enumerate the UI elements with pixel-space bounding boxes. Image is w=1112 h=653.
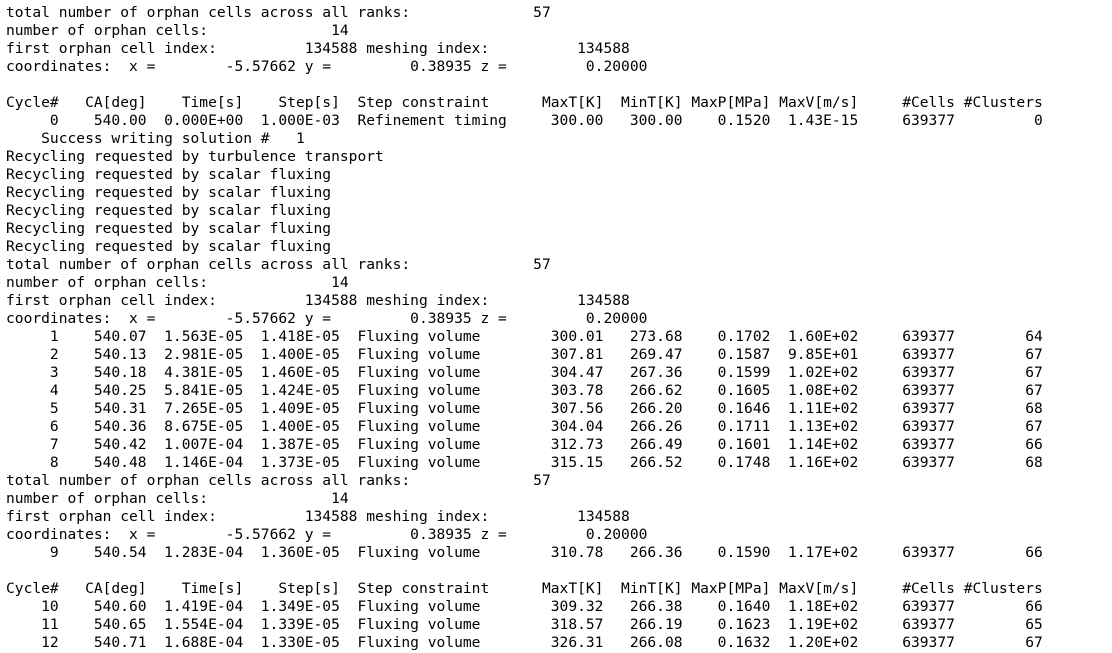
recycling-line: Recycling requested by scalar fluxing [6,238,332,255]
recycling-line: Recycling requested by turbulence transport [6,148,384,165]
blank-line [6,76,1043,94]
recycling-line: Recycling requested by scalar fluxing [6,220,332,237]
recycling-line: Recycling requested by scalar fluxing [6,202,332,219]
cycle-row: 11 540.65 1.554E-04 1.339E-05 Fluxing volume 318.57 266.19 0.1623 1.19E+02 639377 65 [6,616,1043,633]
orphan-total-line: total number of orphan cells across all ranks: 57 [6,256,551,273]
recycling-line: Recycling requested by scalar fluxing [6,184,332,201]
recycling-line: Recycling requested by scalar fluxing [6,166,332,183]
cycle-row: 7 540.42 1.007E-04 1.387E-05 Fluxing volume 312.73 266.49 0.1601 1.14E+02 639377 66 [6,436,1043,453]
cycle-row: 4 540.25 5.841E-05 1.424E-05 Fluxing volume 303.78 266.62 0.1605 1.08E+02 639377 67 [6,382,1043,399]
orphan-count-line: number of orphan cells: 14 [6,490,349,507]
cycle-row: 1 540.07 1.563E-05 1.418E-05 Fluxing volume 300.01 273.68 0.1702 1.60E+02 639377 64 [6,328,1043,345]
orphan-total-line: total number of orphan cells across all ranks: 57 [6,472,551,489]
table-header: Cycle# CA[deg] Time[s] Step[s] Step constraint MaxT[K] MinT[K] MaxP[MPa] MaxV[m/s] #Cells #Clusters [6,94,1043,111]
status-line: Success writing solution # 1 [6,130,305,147]
cycle-row: 12 540.71 1.688E-04 1.330E-05 Fluxing volume 326.31 266.08 0.1632 1.20E+02 639377 67 [6,634,1043,651]
orphan-index-line: first orphan cell index: 134588 meshing index: 134588 [6,508,630,525]
cycle-row: 8 540.48 1.146E-04 1.373E-05 Fluxing volume 315.15 266.52 0.1748 1.16E+02 639377 68 [6,454,1043,471]
cycle-row: 3 540.18 4.381E-05 1.460E-05 Fluxing volume 304.47 267.36 0.1599 1.02E+02 639377 67 [6,364,1043,381]
orphan-count-line: number of orphan cells: 14 [6,22,349,39]
cycle-row: 5 540.31 7.265E-05 1.409E-05 Fluxing volume 307.56 266.20 0.1646 1.11E+02 639377 68 [6,400,1043,417]
coordinates-line: coordinates: x = -5.57662 y = 0.38935 z = 0.20000 [6,58,648,75]
orphan-total-line: total number of orphan cells across all ranks: 57 [6,4,551,21]
cycle-row: 10 540.60 1.419E-04 1.349E-05 Fluxing volume 309.32 266.38 0.1640 1.18E+02 639377 66 [6,598,1043,615]
coordinates-line: coordinates: x = -5.57662 y = 0.38935 z = 0.20000 [6,526,648,543]
orphan-count-line: number of orphan cells: 14 [6,274,349,291]
cycle-row: 6 540.36 8.675E-05 1.400E-05 Fluxing volume 304.04 266.26 0.1711 1.13E+02 639377 67 [6,418,1043,435]
orphan-index-line: first orphan cell index: 134588 meshing index: 134588 [6,292,630,309]
cycle-row: 9 540.54 1.283E-04 1.360E-05 Fluxing volume 310.78 266.36 0.1590 1.17E+02 639377 66 [6,544,1043,561]
blank-line [6,562,1043,580]
table-header: Cycle# CA[deg] Time[s] Step[s] Step constraint MaxT[K] MinT[K] MaxP[MPa] MaxV[m/s] #Cells #Clusters [6,580,1043,597]
terminal-output [6,4,1043,652]
cycle-row: 0 540.00 0.000E+00 1.000E-03 Refinement timing 300.00 300.00 0.1520 1.43E-15 639377 0 [6,112,1043,129]
cycle-row: 2 540.13 2.981E-05 1.400E-05 Fluxing volume 307.81 269.47 0.1587 9.85E+01 639377 67 [6,346,1043,363]
orphan-index-line: first orphan cell index: 134588 meshing index: 134588 [6,40,630,57]
coordinates-line: coordinates: x = -5.57662 y = 0.38935 z = 0.20000 [6,310,648,327]
